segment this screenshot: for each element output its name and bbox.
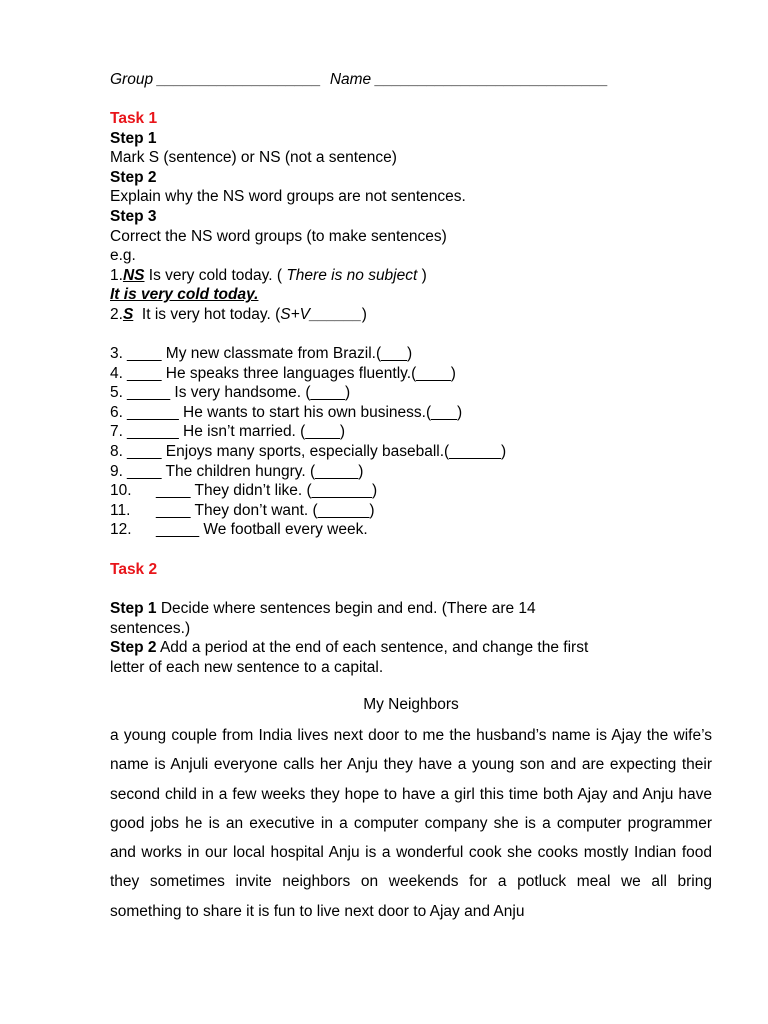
task1-step3-text: Correct the NS word groups (to make sentences)	[110, 228, 447, 245]
item-number: 10.	[110, 482, 132, 499]
exercise-item	[110, 501, 375, 521]
example-2-mark: S	[122, 306, 134, 323]
example-label: e.g.	[110, 247, 136, 264]
item-text: _____ We football every week.	[156, 521, 368, 538]
example-1-close: )	[417, 267, 427, 284]
item-text: ____ They didn’t like. (_______)	[156, 482, 378, 499]
exercise-item	[110, 422, 345, 442]
example-1-reason: There is no subject	[286, 267, 418, 284]
item-text: ____ They don’t want. (______)	[156, 502, 375, 519]
item-number: 9.	[110, 463, 123, 480]
exercise-item	[110, 481, 377, 501]
group-field-label: Group ___________________	[110, 71, 322, 88]
task2-step1-continued: sentences.)	[110, 620, 191, 637]
item-number: 11.	[110, 502, 131, 519]
item-number: 12.	[110, 521, 132, 538]
exercise-item	[110, 520, 368, 540]
name-field-label: Name ___________________________	[329, 71, 609, 88]
exercise-item	[110, 364, 456, 384]
item-number: 6.	[110, 404, 123, 421]
task2-step2	[110, 638, 588, 658]
task1-step1-label: Step 1	[110, 130, 157, 147]
passage-title: My Neighbors	[363, 696, 459, 713]
task2-step1-label: Step 1	[110, 600, 157, 617]
item-text: _____ Is very handsome. (____)	[127, 384, 351, 401]
item-number: 5.	[110, 384, 123, 401]
item-text: ____ He speaks three languages fluently.(____)	[127, 365, 456, 382]
item-text: ____ The children hungry. (_____)	[127, 463, 364, 480]
example-2-reason: S+V______	[280, 306, 362, 323]
example-1	[110, 266, 427, 286]
exercise-item	[110, 344, 412, 364]
example-1-correction: It is very cold today.	[110, 286, 259, 303]
example-2-number: 2.	[110, 306, 123, 323]
example-1-mark: NS	[122, 267, 145, 284]
example-2-text: It is very hot today. (	[133, 306, 281, 323]
task1-step3-label: Step 3	[110, 208, 157, 225]
task2-title: Task 2	[110, 561, 158, 578]
task2-step2-label: Step 2	[110, 639, 157, 656]
example-2	[110, 305, 367, 325]
task2-step2-continued: letter of each new sentence to a capital.	[110, 659, 384, 676]
exercise-item	[110, 383, 350, 403]
item-text: ____ My new classmate from Brazil.(___)	[127, 345, 413, 362]
item-number: 3.	[110, 345, 123, 362]
task1-title: Task 1	[110, 110, 158, 127]
example-1-text: Is very cold today. (	[144, 267, 287, 284]
example-1-number: 1.	[110, 267, 123, 284]
item-number: 8.	[110, 443, 123, 460]
example-2-close: )	[361, 306, 367, 323]
header-line	[110, 70, 608, 90]
task2-step2-text: Add a period at the end of each sentence, and change the first	[156, 639, 589, 656]
item-number: 4.	[110, 365, 123, 382]
task1-step1-text: Mark S (sentence) or NS (not a sentence)	[110, 149, 397, 166]
exercise-item	[110, 442, 506, 462]
item-text: ____ Enjoys many sports, especially baseball.(______)	[127, 443, 507, 460]
exercise-item	[110, 403, 462, 423]
task2-step1-text: Decide where sentences begin and end. (There are 14	[156, 600, 536, 617]
exercise-item	[110, 462, 363, 482]
item-text: ______ He isn’t married. (____)	[127, 423, 345, 440]
passage-text: a young couple from India lives next door to me the husband’s name is Ajay the wife’s name is Anjuli everyone calls her Anju they have a young son and are expecting their second child in a few weeks they hope to have a girl this time both Ajay and Anju have good jobs he is an executive in a computer company she is a computer programmer and works in our local hospital Anju is a wonderful cook she cooks mostly Indian food they sometimes invite neighbors on weekends for a potluck meal we all bring something to share it is fun to live next door to Ajay and Anju	[110, 727, 712, 920]
task2-step1	[110, 599, 536, 619]
task1-step2-text: Explain why the NS word groups are not sentences.	[110, 188, 466, 205]
task1-step2-label: Step 2	[110, 169, 157, 186]
item-number: 7.	[110, 423, 123, 440]
item-text: ______ He wants to start his own business.(___)	[127, 404, 463, 421]
